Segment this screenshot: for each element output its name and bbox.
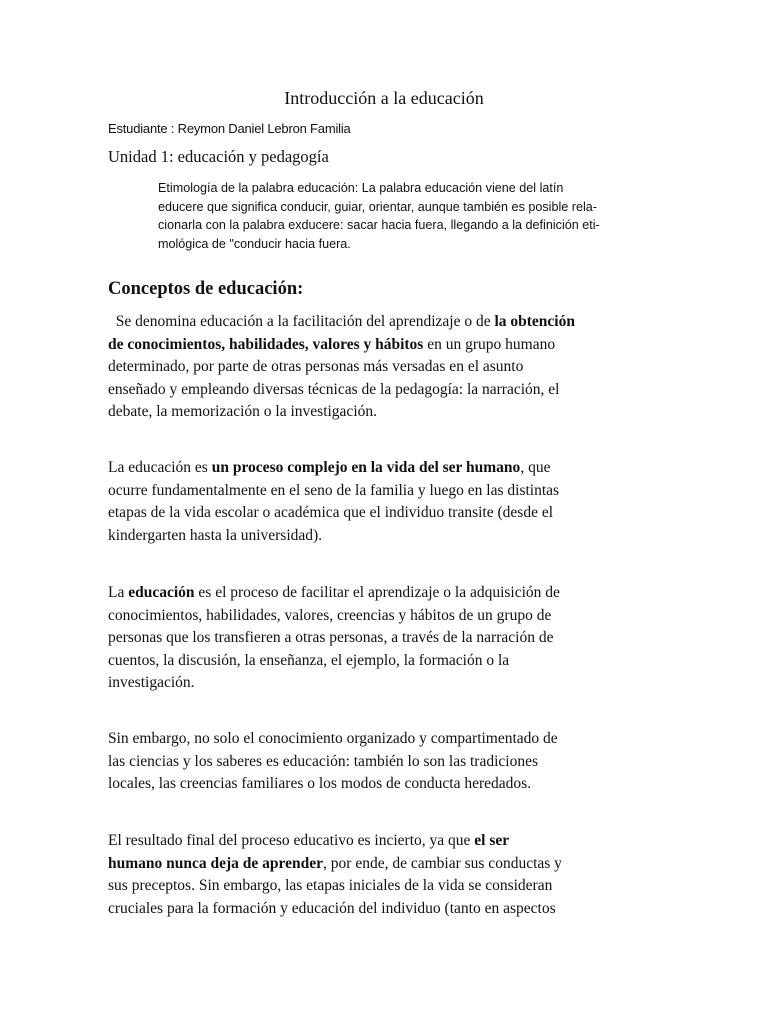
paragraph-line: cruciales para la formación y educación del individuo (tanto en aspectos (108, 899, 556, 917)
etymology-line: Etimología de la palabra educación: La palabra educación viene del latín (158, 181, 564, 195)
bold-text: un proceso complejo en la vida del ser humano (211, 459, 521, 476)
paragraph-line: las ciencias y los saberes es educación: también lo son las tradiciones (108, 752, 538, 770)
paragraph (108, 728, 668, 796)
paragraph-line: Sin embargo, no solo el conocimiento organizado y compartimentado de (108, 730, 558, 747)
etymology-block (158, 179, 650, 253)
paragraph (108, 457, 668, 547)
paragraph-line (108, 334, 668, 357)
text: El resultado final del proceso educativo es incierto, ya que (108, 832, 475, 849)
paragraph (108, 582, 668, 695)
paragraph-line: debate, la memorización o la investigación. (108, 403, 377, 420)
etymology-line: cionarla con la palabra exducere: sacar hacia fuera, llegando a la definición eti- (158, 218, 600, 232)
etymology-line: educere que significa conducir, guiar, orientar, aunque también es posible rela- (158, 199, 597, 214)
text: en un grupo humano (423, 335, 556, 353)
paragraph-line: locales, las creencias familiares o los modos de conducta heredados. (108, 775, 532, 792)
paragraph-line: conocimientos, habilidades, valores, creencias y hábitos de un grupo de (108, 606, 552, 624)
paragraph-line: investigación. (108, 674, 195, 691)
paragraph-line: enseñado y empleando diversas técnicas de la pedagogía: la narración, el (108, 380, 560, 398)
paragraph-line: etapas de la vida escolar o académica que el individuo transite (desde el (108, 504, 554, 521)
paragraph (108, 311, 668, 424)
paragraph (108, 830, 668, 920)
paragraph-line: sus preceptos. Sin embargo, las etapas iniciales de la vida se consideran (108, 877, 553, 894)
paragraph-line (108, 830, 668, 853)
paragraph-line (108, 582, 668, 605)
bold-text: humano nunca deja de aprender (108, 854, 324, 872)
text: La educación es (108, 459, 212, 476)
unit-heading: Unidad 1: educación y pedagogía (108, 147, 329, 166)
paragraph-line: ocurre fundamentalmente en el seno de la familia y luego en las distintas (108, 481, 560, 499)
etymology-line: mológica de "conducir hacia fuera. (158, 236, 351, 251)
paragraph-line (108, 457, 668, 480)
paragraph-line: cuentos, la discusión, la enseñanza, el ejemplo, la formación o la (108, 651, 510, 669)
bold-text: el ser (474, 832, 510, 849)
text: es el proceso de facilitar el aprendizaje o la adquisición de (194, 584, 560, 601)
document-title: Introducción a la educación (284, 88, 484, 108)
paragraph-line: determinado, por parte de otras personas más versadas en el asunto (108, 358, 524, 375)
bold-text: de conocimientos, habilidades, valores y hábitos (108, 335, 424, 353)
student-name: Estudiante : Reymon Daniel Lebron Familia (108, 121, 351, 136)
bold-text: la obtención (494, 313, 575, 330)
text: Se denomina educación a la facilitación del aprendizaje o de (115, 313, 495, 330)
paragraph-line: personas que los transfieren a otras personas, a través de la narración de (108, 629, 554, 646)
paragraph-line: kindergarten hasta la universidad). (108, 526, 323, 544)
text: , que (520, 459, 551, 476)
text: , por ende, de cambiar sus conductas y (323, 854, 562, 872)
paragraph-line (108, 853, 668, 876)
bold-text: educación (128, 584, 195, 601)
paragraph-line (108, 311, 668, 334)
concepts-heading: Conceptos de educación: (108, 279, 304, 299)
text: La (108, 584, 129, 601)
